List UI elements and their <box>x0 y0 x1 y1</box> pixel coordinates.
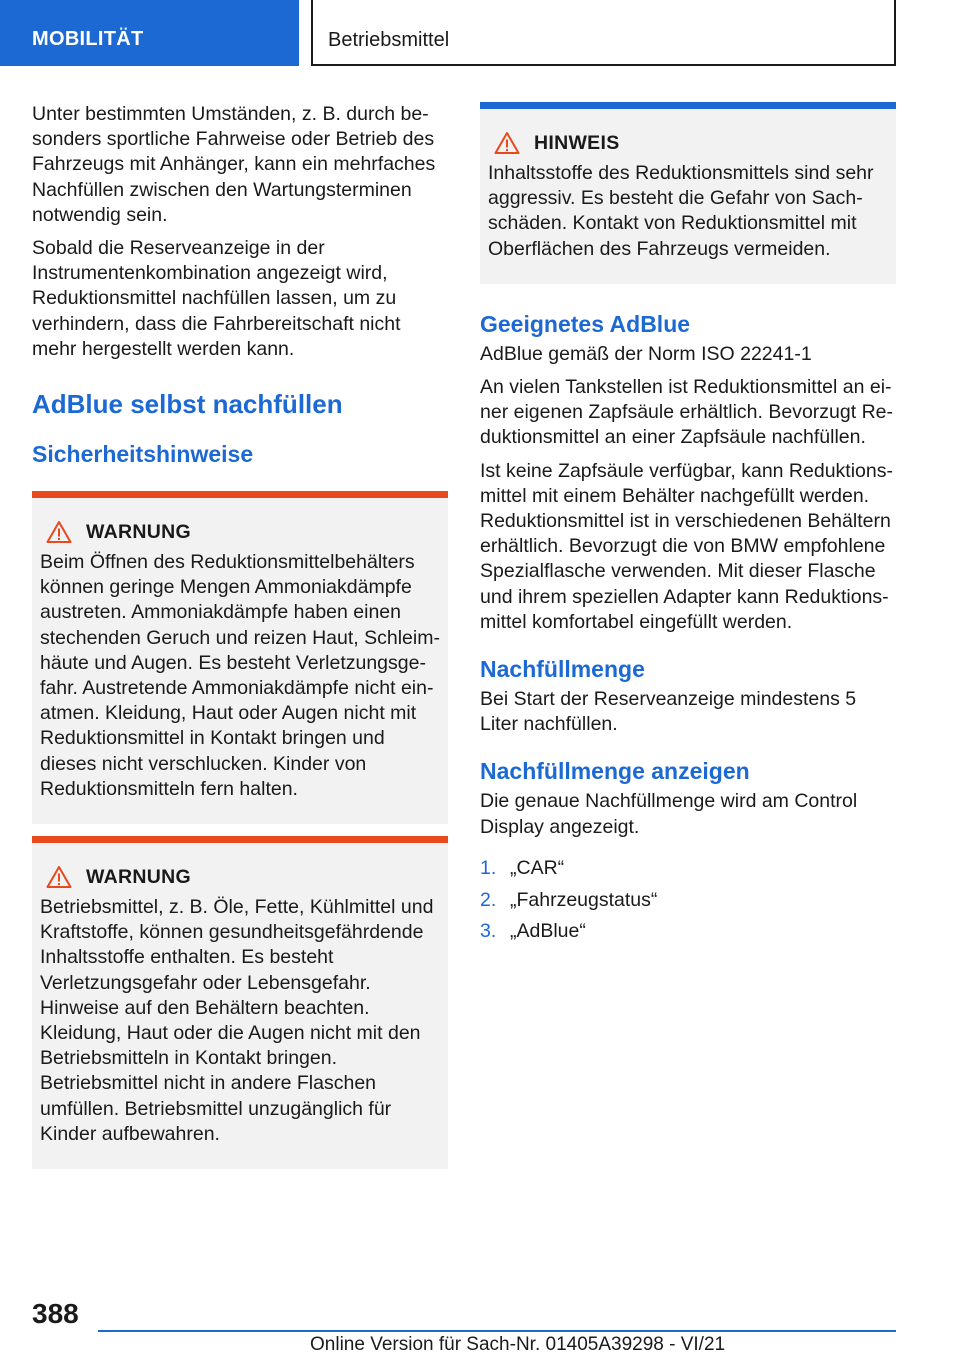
footer-divider <box>98 1330 896 1332</box>
warning-box <box>32 836 448 1169</box>
list-item <box>480 919 896 944</box>
step-text: „AdBlue“ <box>510 920 586 943</box>
note-title-row <box>488 131 888 155</box>
list-item <box>480 856 896 881</box>
paragraph: Sobald die Reserveanzeige in der Instrumentenkombination angezeigt wird, Reduktionsmittel nachfüllen lassen, um zu verhindern, dass die Fahrbereitschaft nicht mehr hergestellt werden kann. <box>32 237 401 360</box>
heading-show-amount: Nachfüllmenge anzeigen <box>480 758 750 785</box>
warning-title: WARNUNG <box>86 865 192 888</box>
step-text: „Fahrzeugstatus“ <box>510 888 658 911</box>
steps-list <box>480 856 896 945</box>
heading-refill-amount: Nachfüllmenge <box>480 656 645 683</box>
warning-triangle-icon <box>46 520 72 544</box>
warning-triangle-icon <box>494 131 520 155</box>
paragraph: Unter bestimmten Umständen, z. B. durch besonders sportliche Fahrweise oder Betrieb des Fahrzeugs mit Anhänger, kann ein mehrfaches Nachfüllen zwischen den Wartungsterminen notwendig sein. <box>32 103 436 226</box>
step-number: 3. <box>480 920 497 943</box>
warning-text: Betriebsmittel, z. B. Öle, Fette, Kühlmittel und Kraftstoffe, können gesundheitsgefährdende Inhaltsstoffe enthalten. Es besteht Verletzungsgefahr oder Lebensgefahr. Hinweise auf den Behältern beachten. Kleidung, Haut oder die Augen nicht mit den Betriebsmitteln in Kontakt bringen. Betriebsmittel nicht in andere Flaschen umfüllen. Betriebsmittel unzugänglich für Kinder aufbewahren. <box>40 896 434 1145</box>
paragraph: Die genaue Nachfüllmenge wird am Control Display angezeigt. <box>480 790 858 838</box>
note-text: Inhaltsstoffe des Reduktionsmittels sind sehr aggressiv. Es besteht die Gefahr von Sachschäden. Kontakt von Reduktionsmittel mit Oberflächen des Fahrzeugs vermeiden. <box>488 162 874 260</box>
section-header <box>311 0 896 66</box>
step-text: „CAR“ <box>510 856 565 879</box>
heading-adblue-refill: AdBlue selbst nachfüllen <box>32 389 343 420</box>
right-column <box>480 102 896 951</box>
warning-text: Beim Öffnen des Reduktionsmittelbehälters können geringe Mengen Ammoniakdämpfe austreten. Ammoniakdämpfe haben einen stechenden Geruch und reizen Haut, Schleimhäute und Augen. Es besteht Verletzungsgefahr. Austretende Ammoniakdämpfe nicht einatmen. Kleidung, Haut oder Augen nicht mit Reduktionsmittel in Kontakt bringen und dieses nicht verschlucken. Kinder von Reduktionsmitteln fern halten. <box>40 551 440 800</box>
chapter-tab <box>0 0 299 66</box>
footer-version-text: Online Version für Sach-Nr. 01405A39298 - VI/21 <box>310 1334 726 1355</box>
section-title: Betriebsmittel <box>328 29 450 51</box>
paragraph: Ist keine Zapfsäule verfügbar, kann Reduktionsmittel mit einem Behälter nachgefüllt werden. Reduktionsmittel ist in verschiedenen Behältern erhältlich. Bevorzugt die von BMW empfohlene Spezialflasche verwenden. Mit dieser Flasche und ihrem speziellen Adapter kann Reduktionsmittel komfortabel eingefüllt werden. <box>480 459 893 633</box>
paragraph: Bei Start der Reserveanzeige mindestens 5 Liter nachfüllen. <box>480 688 857 736</box>
step-number: 2. <box>480 888 497 911</box>
note-box <box>480 102 896 284</box>
warning-title: WARNUNG <box>86 520 192 543</box>
list-item <box>480 888 896 913</box>
subheading-safety: Sicherheitshinweise <box>32 441 254 468</box>
step-number: 1. <box>480 856 497 879</box>
page-number: 388 <box>32 1298 79 1329</box>
paragraph: AdBlue gemäß der Norm ISO 22241-1 <box>480 342 812 365</box>
warning-triangle-icon <box>46 865 72 889</box>
left-column <box>32 102 448 1169</box>
chapter-label: MOBILITÄT <box>32 28 144 50</box>
warning-box <box>32 491 448 824</box>
warning-title-row <box>40 865 440 889</box>
note-title: HINWEIS <box>534 131 620 154</box>
paragraph: An vielen Tankstellen ist Reduktionsmittel an einer eigenen Zapfsäule erhältlich. Bevorzugt Reduktionsmittel an einer Zapfsäule nachfüllen. <box>480 376 893 449</box>
heading-suitable-adblue: Geeignetes AdBlue <box>480 310 691 337</box>
warning-title-row <box>40 520 440 544</box>
